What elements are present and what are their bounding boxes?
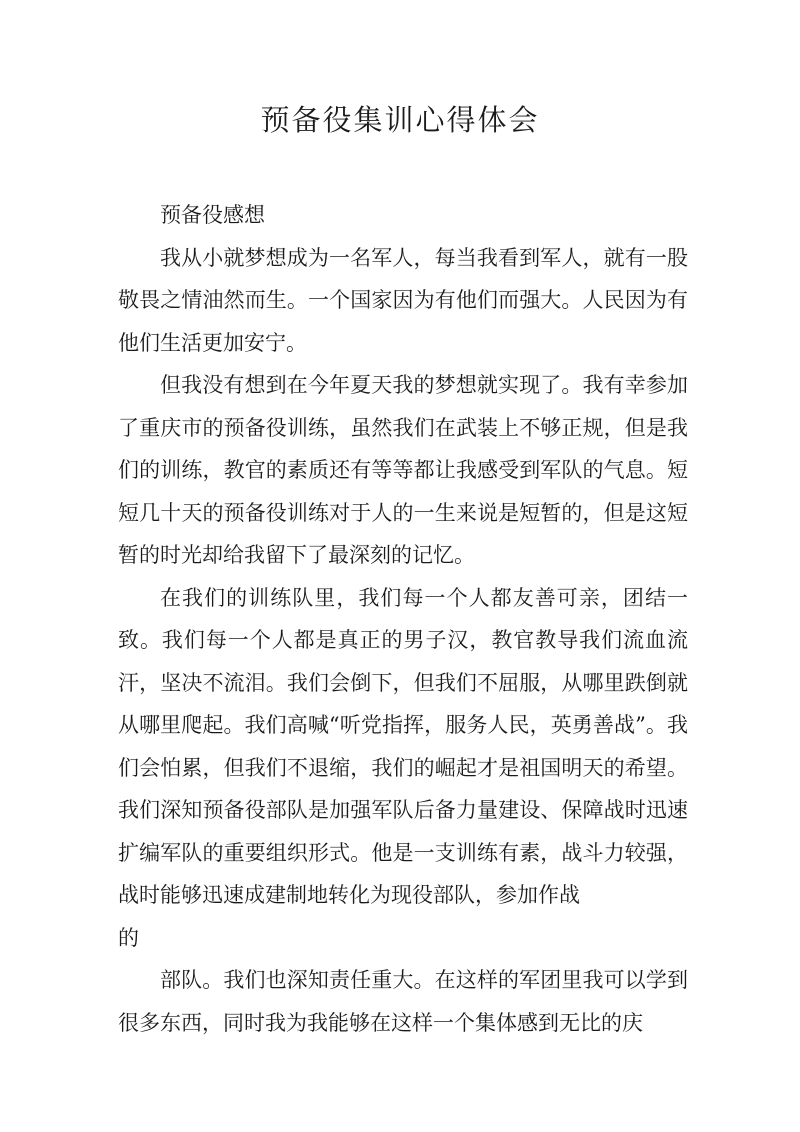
section-subheading: 预备役感想: [160, 203, 265, 227]
paragraph-3: 在我们的训练队里，我们每一个人都友善可亲，团结一致。我们每一个人都是真正的男子汉，教官教导我们流血流汗，坚决不流泪。我们会倒下，但我们不屈服，从哪里跌倒就从哪里爬起。我们高喊“听党指挥，服务人民，英勇善战”。我们会怕累，但我们不退缩，我们的崛起才是祖国明天的希望。我们深知预备役部队是加强军队后备力量建设、保障战时迅速扩编军队的重要组织形式。他是一支训练有素，战斗力较强，战时能够迅速成建制地转化为现役部队，参加作战: [118, 585, 688, 907]
paragraph-3-tail: 的: [118, 925, 139, 950]
document-body: [118, 194, 688, 1044]
paragraph-4: 部队。我们也深知责任重大。在这样的军团里我可以学到很多东西，同时我为我能够在这样一个集体感到无比的庆: [118, 968, 688, 1035]
paragraph-2: 但我没有想到在今年夏天我的梦想就实现了。我有幸参加了重庆市的预备役训练，虽然我们在武装上不够正规，但是我们的训练，教官的素质还有等等都让我感受到军队的气息。短短几十天的预备役训练对于人的一生来说是短暂的，但是这短暂的时光却给我留下了最深刻的记忆。: [118, 373, 688, 567]
paragraph-1: 我从小就梦想成为一名军人，每当我看到军人，就有一股敬畏之情油然而生。一个国家因为有他们而强大。人民因为有他们生活更加安宁。: [118, 245, 688, 355]
document-title: 预备役集训心得体会: [260, 103, 540, 137]
